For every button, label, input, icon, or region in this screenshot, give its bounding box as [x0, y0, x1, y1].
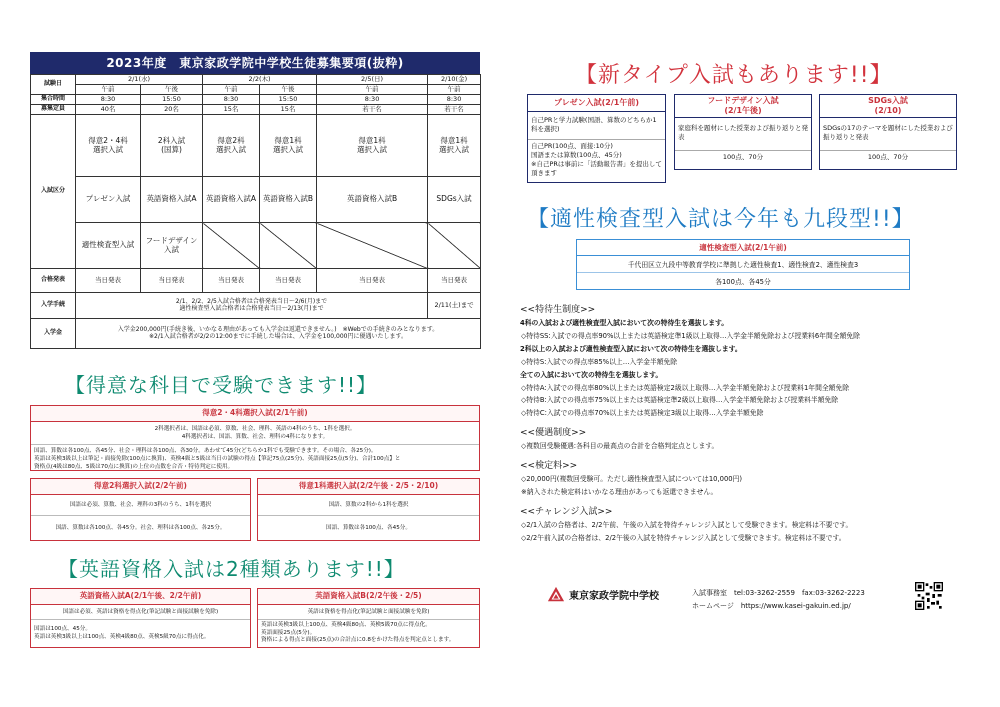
- tokui2-body: 国語、算数は各100点、各45分。社会、理科は各100点、各25分。: [55, 524, 226, 531]
- exam-type-cell: 得意2・4科 選択入試: [76, 115, 141, 177]
- capacity-cell: 40名: [76, 105, 141, 115]
- time-cell: 15:50: [260, 95, 317, 105]
- announce-cell: 当日発表: [317, 269, 428, 293]
- eigoA-body: [31, 620, 250, 646]
- row-label-exam-date: 試験日: [31, 75, 76, 95]
- row-label-procedure: 入学手続: [31, 293, 76, 319]
- row-label-announce: 合格発表: [31, 269, 76, 293]
- presen-detail-line: ※自己PRは事前に「活動報告書」を提出して頂きます: [531, 160, 662, 178]
- tokui24-sub-line: 2科選択者は、国語は必須、算数、社会、理科、英語の4科のうち、1科を選択。: [154, 425, 356, 432]
- exam-type-cell: 英語資格入試A: [141, 177, 203, 223]
- time-cell: 15:50: [141, 95, 203, 105]
- presen-box: [527, 94, 666, 183]
- announce-cell: 当日発表: [203, 269, 260, 293]
- eigoB-title: 英語資格入試B(2/2午後・2/5): [258, 589, 479, 605]
- school-logo-icon: [547, 586, 565, 604]
- tokutai-line: ◇特待S:入試での得点率85%以上…入学金半額免除: [521, 357, 678, 366]
- exam-type-cell: プレゼン入試: [76, 177, 141, 223]
- session-cell: 午前: [76, 85, 141, 95]
- yugu-line: ◇複数回受験優遇:各科目の最高点の合計を合格判定点とします。: [521, 442, 719, 451]
- challenge-heading: <<チャレンジ入試>>: [520, 506, 613, 517]
- qr-code-icon: [915, 582, 943, 610]
- session-cell: 午前: [203, 85, 260, 95]
- eigo-heading: 【英語資格入試は2種類あります!!】: [58, 557, 405, 581]
- time-cell: 8:30: [317, 95, 428, 105]
- session-cell: 午後: [141, 85, 203, 95]
- exam-type-cell: フードデザイン 入試: [141, 223, 203, 269]
- sdgs-score: 100点、70分: [867, 153, 909, 161]
- tokutai-line: ◇特待SS:入試での得点率90%以上または英語検定準1級以上取得…入学金半額免除および授業料6年間全額免除: [521, 331, 860, 340]
- exam-type-cell: 英語資格入試B: [260, 177, 317, 223]
- presen-detail: [528, 140, 665, 180]
- tekisei-heading: 【適性検査型入試は今年も九段型!!】: [527, 207, 915, 232]
- exam-type-cell: 得意1科 選択入試: [428, 115, 481, 177]
- school-name: 東京家政学院中学校: [569, 591, 659, 602]
- contact-info: 入試事務室 tel:03-3262-2559 fax:03-3262-2223: [692, 589, 865, 597]
- presen-desc: 自己PRと学力試験(国語、算数のどちらか1科を選択): [528, 112, 665, 140]
- exam-type-cell: SDGs入試: [428, 177, 481, 223]
- session-cell: 午前: [428, 85, 481, 95]
- presen-detail-line: 自己PR(100点、面接:10分): [531, 141, 613, 150]
- tekisei-title: 適性検査型入試(2/1午前): [577, 240, 909, 256]
- tokui24-body: [31, 445, 479, 473]
- tokui24-title: 得意2・4科選択入試(2/1午前): [31, 406, 479, 422]
- eigoB-sub: 英語は資格を得点化(筆記試験と面接試験を免除): [258, 605, 479, 620]
- tokutai-line: 2科以上の入試および適性検査型入試において次の特待生を選抜します。: [520, 344, 742, 353]
- session-cell: 午前: [317, 85, 428, 95]
- homepage-link[interactable]: ホームページ https://www.kasei-gakuin.ed.jp/: [692, 602, 851, 610]
- time-cell: 8:30: [76, 95, 141, 105]
- fee-cell: [76, 319, 481, 349]
- food-title-line: フードデザイン入試: [707, 96, 779, 105]
- time-cell: 8:30: [428, 95, 481, 105]
- footer: [547, 584, 967, 616]
- eigoA-body-line: 国語は100点、45分。: [34, 625, 91, 632]
- challenge-line: ◇2/2午前入試の合格者は、2/2午後の入試を特待チャレンジ入試として受験できます。検定料は不要です。: [521, 533, 846, 542]
- empty-diagonal-cell: [428, 223, 481, 269]
- empty-diagonal-cell: [203, 223, 260, 269]
- kentei-line: ◇20,000円(複数回受験可。ただし適性検査型入試については10,000円): [521, 475, 743, 484]
- eigoA-box: [30, 588, 251, 648]
- date-cell: 2/2(木): [203, 75, 317, 85]
- announce-cell: 当日発表: [428, 269, 481, 293]
- exam-type-cell: 適性検査型入試: [76, 223, 141, 269]
- capacity-cell: 15名: [260, 105, 317, 115]
- sdgs-title-line: SDGs入試: [868, 96, 908, 105]
- schedule-table: [30, 74, 481, 349]
- capacity-cell: 15名: [203, 105, 260, 115]
- info-section: [520, 302, 960, 545]
- sdgs-title: [820, 95, 956, 118]
- tokui1-box: [257, 478, 480, 541]
- tokui24-body-line: 国語、算数は各100点、各45分、社会・理科は各100点、各30分。あわせて45分(どちらか1科でも受験できます。その場合、各25分)。: [34, 448, 377, 455]
- new-type-heading: 【新タイプ入試もあります!!】: [575, 63, 893, 88]
- empty-diagonal-cell: [317, 223, 428, 269]
- exam-type-cell: 英語資格入試A: [203, 177, 260, 223]
- date-cell: 2/10(金): [428, 75, 481, 85]
- sdgs-box: [819, 94, 957, 170]
- tokutai-line: 全ての入試において次の特待生を選抜します。: [520, 370, 663, 379]
- empty-diagonal-cell: [260, 223, 317, 269]
- challenge-line: ◇2/1入試の合格者は、2/2午前、午後の入試を特待チャレンジ入試として受験できます。検定料は不要です。: [521, 520, 853, 529]
- tokui24-box: [30, 405, 480, 471]
- procedure-text: 2/1、2/2、2/5入試合格者は合格発表当日〜2/6(月)まで: [175, 297, 328, 305]
- announce-cell: 当日発表: [260, 269, 317, 293]
- exam-type-cell: 得意1科 選択入試: [260, 115, 317, 177]
- tokutai-line: ◇特待A:入試での得点率80%以上または英語検定2級以上取得…入学金半額免除および授業料1年間全額免除: [521, 383, 850, 392]
- tekisei-score: 各100点、各45分: [715, 278, 771, 286]
- tokui1-sub: 国語、算数の2科から1科を選択: [258, 495, 479, 516]
- eigoB-body: [258, 620, 479, 647]
- food-title-line: (2/1午後): [724, 106, 762, 115]
- exam-type-cell: 2科入試 (国算): [141, 115, 203, 177]
- announce-cell: 当日発表: [76, 269, 141, 293]
- date-cell: 2/5(日): [317, 75, 428, 85]
- fee-text: 入学金200,000円(手続き後、いかなる理由があっても入学金は返還できません。) ※Webでの手続きのみとなります。: [117, 325, 439, 333]
- tokui24-body-line: 英語は英検3級以上は筆記・面接免除(100点に換算)、英検4級と5級は当日の試験の得点【筆記75点(25分)、英語面接25点(5分)、合計100点】と: [34, 456, 401, 463]
- procedure-text: 適性検査型入試合格者は合格発表当日〜2/13(月)まで: [179, 304, 324, 312]
- food-score: 100点、70分: [722, 153, 764, 161]
- eigoA-sub: 国語は必須、英語は資格を得点化(筆記試験と面接試験を免除): [31, 605, 250, 620]
- schedule-title: 2023年度 東京家政学院中学校生徒募集要項(抜粋): [30, 52, 480, 74]
- eigoB-box: [257, 588, 480, 648]
- tokutai-line: 4科の入試および適性検査型入試において次の特待生を選抜します。: [520, 319, 729, 327]
- kentei-line: ※納入された検定料はいかなる理由があっても返還できません。: [521, 488, 718, 497]
- capacity-cell: 若干名: [317, 105, 428, 115]
- row-label-gather-time: 集合時間: [31, 95, 76, 105]
- tokui24-sub: [31, 422, 479, 445]
- fee-text: ※2/1入試合格者が2/2の12:00までに手続した場合は、入学金を100,000円に優遇いたします。: [149, 332, 407, 340]
- tokui2-sub: 国語は必須、算数、社会、理科の3科のうち、1科を選択: [31, 495, 250, 516]
- row-label-fee: 入学金: [31, 319, 76, 349]
- yugu-heading: <<優遇制度>>: [520, 428, 587, 439]
- tokutai-line: ◇特待C:入試での得点率70%以上または英語検定3級以上取得…入学金半額免除: [521, 409, 764, 418]
- exam-type-cell: 英語資格入試B: [317, 177, 428, 223]
- time-cell: 8:30: [203, 95, 260, 105]
- presen-title: プレゼン入試(2/1午前): [528, 95, 665, 112]
- eigoB-body-line: 英語面接25点(5分)。: [261, 629, 316, 636]
- sdgs-title-line: (2/10): [874, 106, 902, 115]
- tokui1-title: 得意1科選択入試(2/2午後・2/5・2/10): [258, 479, 479, 495]
- session-cell: 午後: [260, 85, 317, 95]
- tokui-heading: 【得意な科目で受験できます!!】: [65, 373, 378, 397]
- exam-type-cell: 得意2科 選択入試: [203, 115, 260, 177]
- procedure-last-cell: 2/11(土)まで: [428, 293, 481, 319]
- tekisei-box: [576, 239, 910, 290]
- sdgs-desc: SDGsの17のテーマを題材にした授業および振り返りと発表: [820, 118, 956, 151]
- tokutai-line: ◇特待B:入試での得点率75%以上または英語検定準2級以上取得…入学金半額免除および授業料半額免除: [521, 396, 839, 405]
- procedure-cell: [76, 293, 428, 319]
- date-cell: 2/1(水): [76, 75, 203, 85]
- presen-detail-line: 国語または算数(100点、45分): [531, 150, 622, 159]
- row-label-capacity: 募集定員: [31, 105, 76, 115]
- eigoA-title: 英語資格入試A(2/1午後、2/2午前): [31, 589, 250, 605]
- exam-type-cell: 得意1科 選択入試: [317, 115, 428, 177]
- tokui2-title: 得意2科選択入試(2/2午前): [31, 479, 250, 495]
- announce-cell: 当日発表: [141, 269, 203, 293]
- capacity-cell: 20名: [141, 105, 203, 115]
- tokui2-box: [30, 478, 251, 541]
- food-desc: 家庭科を題材にした授業および振り返りと発表: [675, 118, 811, 151]
- row-label-exam-type: 入試区分: [31, 115, 76, 269]
- tokutai-heading: <<特待生制度>>: [520, 305, 596, 315]
- eigoA-body-line: 英語は英検3級以上は100点、英検4級80点、英検5級70点に得点化。: [34, 634, 210, 641]
- food-title: [675, 95, 811, 118]
- tekisei-desc: 千代田区立九段中等教育学校に準拠した適性検査1、適性検査2、適性検査3: [577, 256, 909, 273]
- kentei-heading: <<検定料>>: [520, 461, 578, 472]
- tokui24-body-line: 資格点(4級は80点、5級は70点に換算)の上位の点数を合否・特待判定に使用。: [34, 464, 234, 471]
- capacity-cell: 若干名: [428, 105, 481, 115]
- eigoB-body-line: 英語は英検3級以上100点、英検4級80点、英検5級70点に得点化。: [261, 621, 431, 628]
- tokui1-body: 国語、算数は各100点、各45分。: [326, 524, 411, 531]
- schedule-section: [30, 52, 480, 349]
- tokui24-sub-line: 4科選択者は、国語、算数、社会、理科の4科になります。: [181, 433, 329, 440]
- eigoB-body-line: 資格による得点と面接(25点)の合計点に0.8をかけた得点を判定点とします。: [261, 637, 455, 644]
- food-box: [674, 94, 812, 170]
